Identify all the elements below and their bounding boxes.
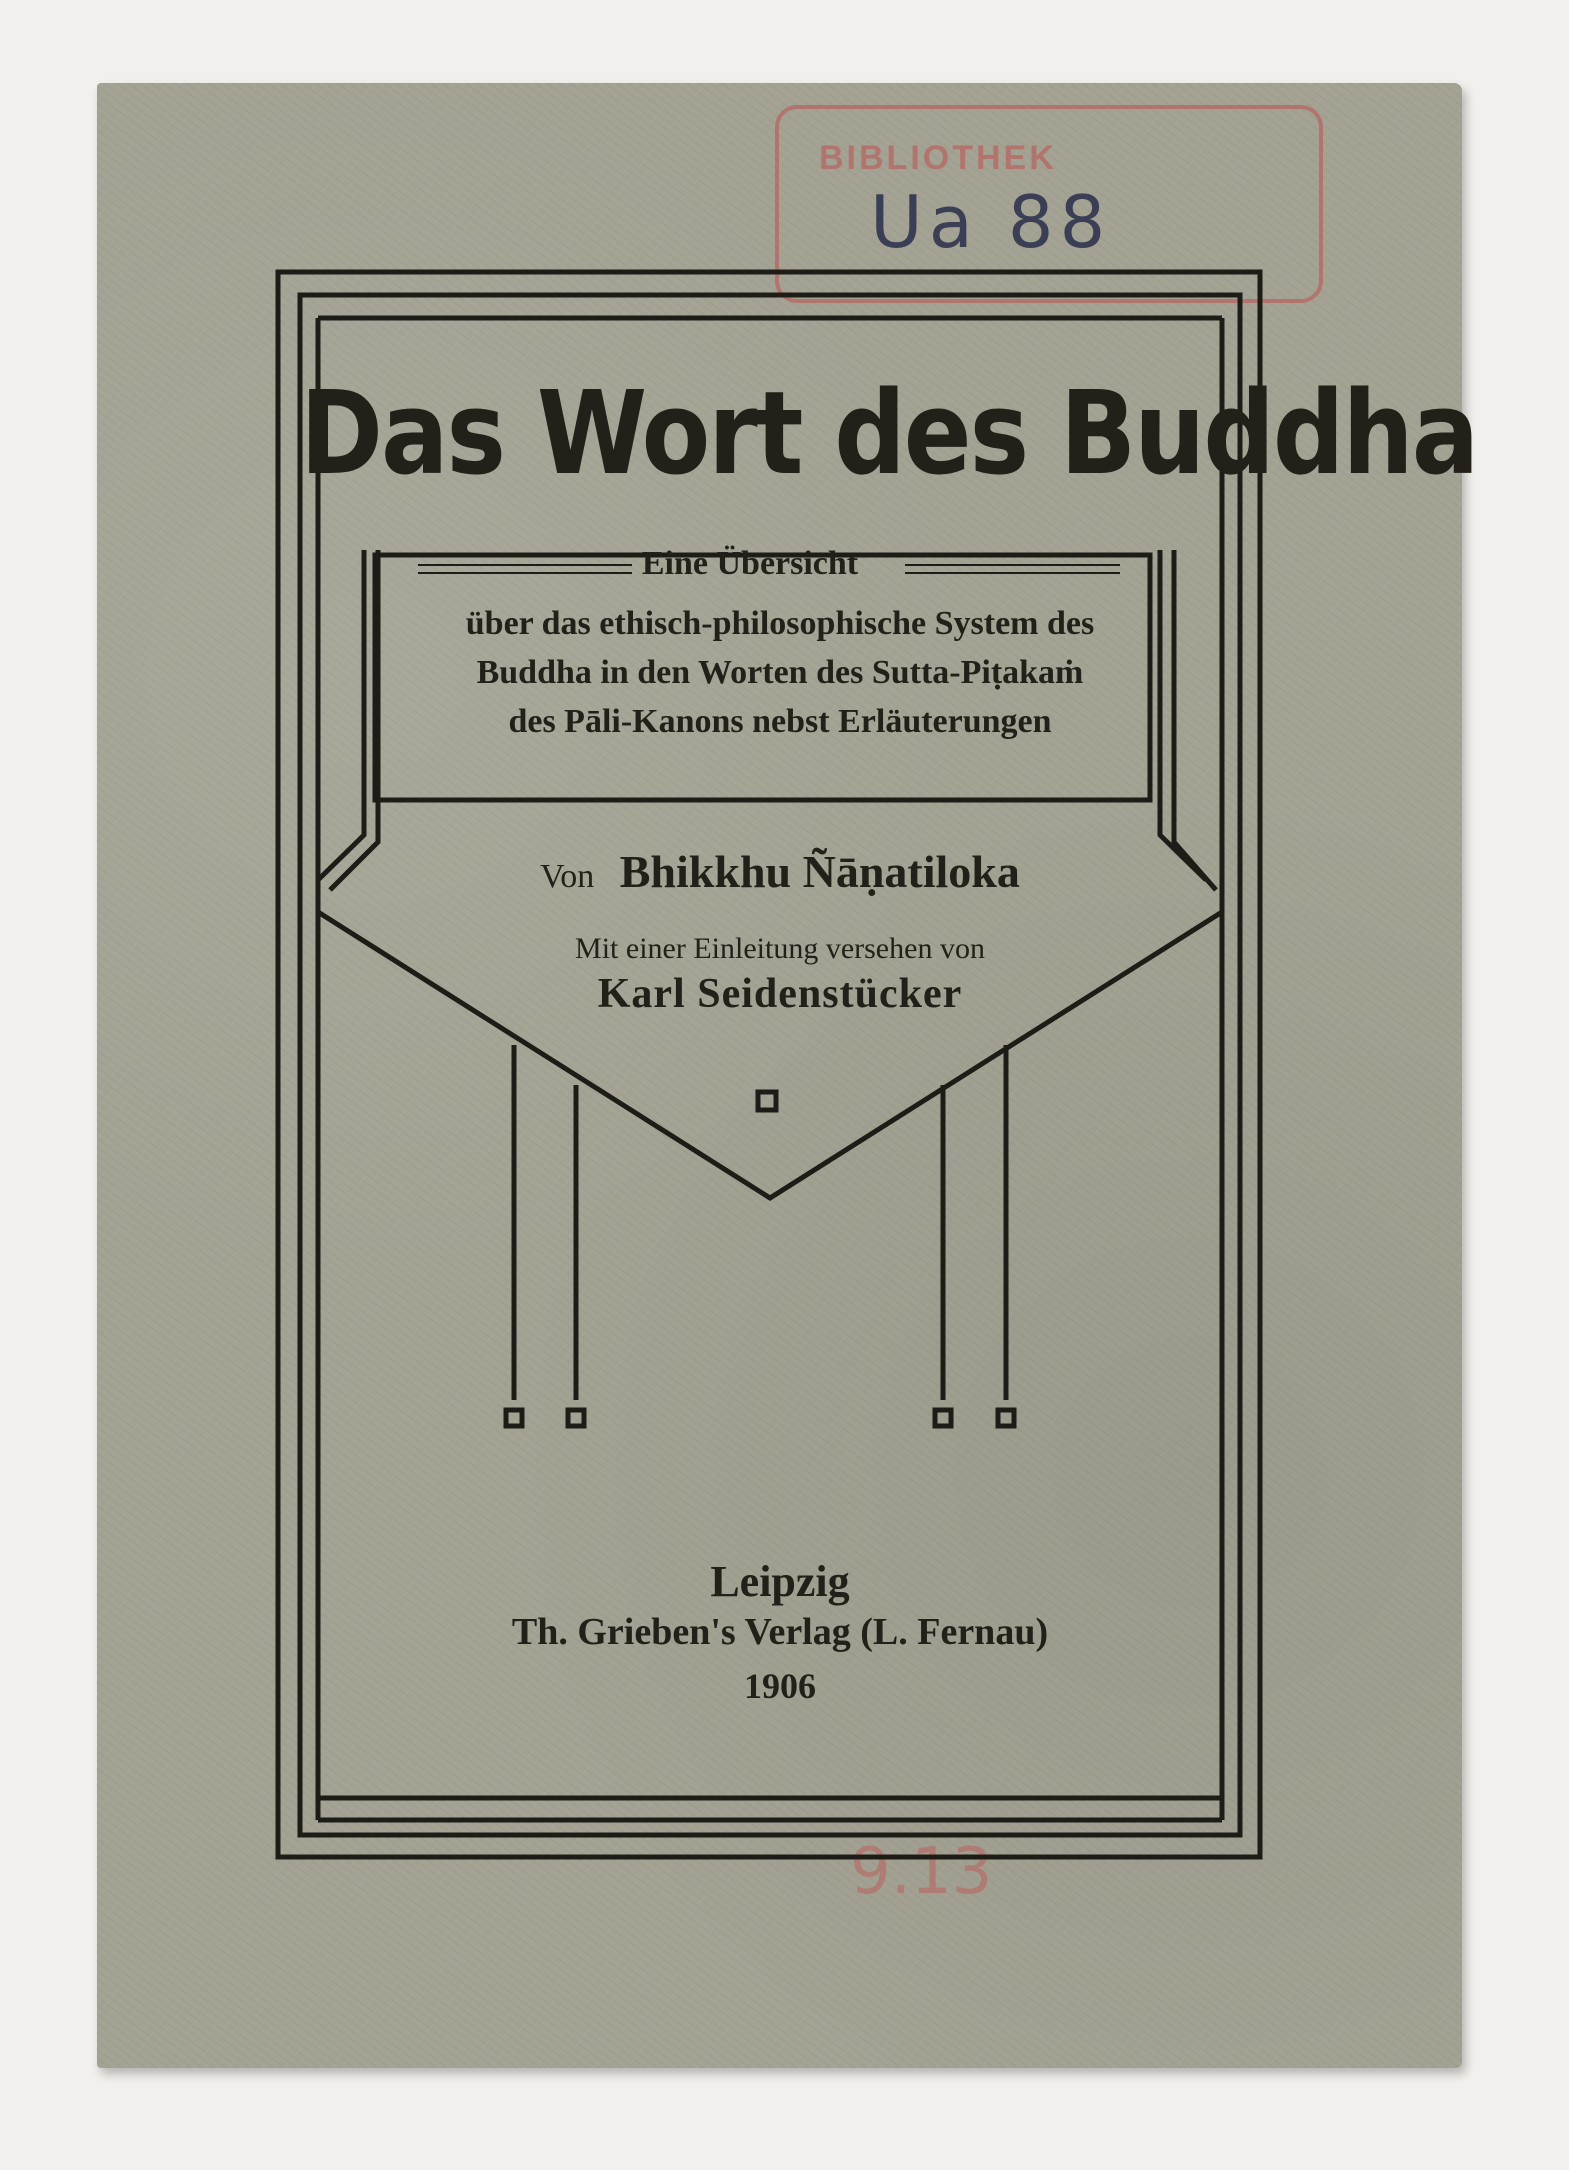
library-stamp-text: BIBLIOTHEK [819,139,1057,177]
left-side-bracket [330,550,378,890]
author-line [460,845,1100,898]
handwritten-shelfmark: Ua 88 [870,180,1112,264]
ornament-square [935,1410,951,1426]
author-name: Bhikkhu Ñāṇatiloka [619,846,1020,897]
ornament-square [998,1410,1014,1426]
ornament-square [506,1410,522,1426]
left-side-bracket [318,550,364,880]
author-prefix: Von [540,858,595,895]
publication-place: Leipzig [710,1557,850,1606]
intro-line: Mit einer Einleitung versehen von [575,932,985,965]
intro-author: Karl Seidenstücker [597,971,963,1017]
ornament-square [568,1410,584,1426]
right-side-bracket [1174,550,1216,890]
description-line: über das ethisch-philosophische System des [465,605,1095,642]
book-title: Das Wort des Buddha [300,366,1478,501]
description-line: des Pāli-Kanons nebst Erläuterungen [508,703,1052,740]
pencil-note: 9.13 [850,1835,993,1909]
publisher: Th. Grieben's Verlag (L. Fernau) [511,1611,1049,1653]
ornament-square [758,1092,776,1110]
publication-year: 1906 [744,1666,816,1706]
description-line: Buddha in den Worten des Sutta-Piṭakaṁ [476,654,1084,691]
book-subtitle: Eine Übersicht [641,545,859,582]
